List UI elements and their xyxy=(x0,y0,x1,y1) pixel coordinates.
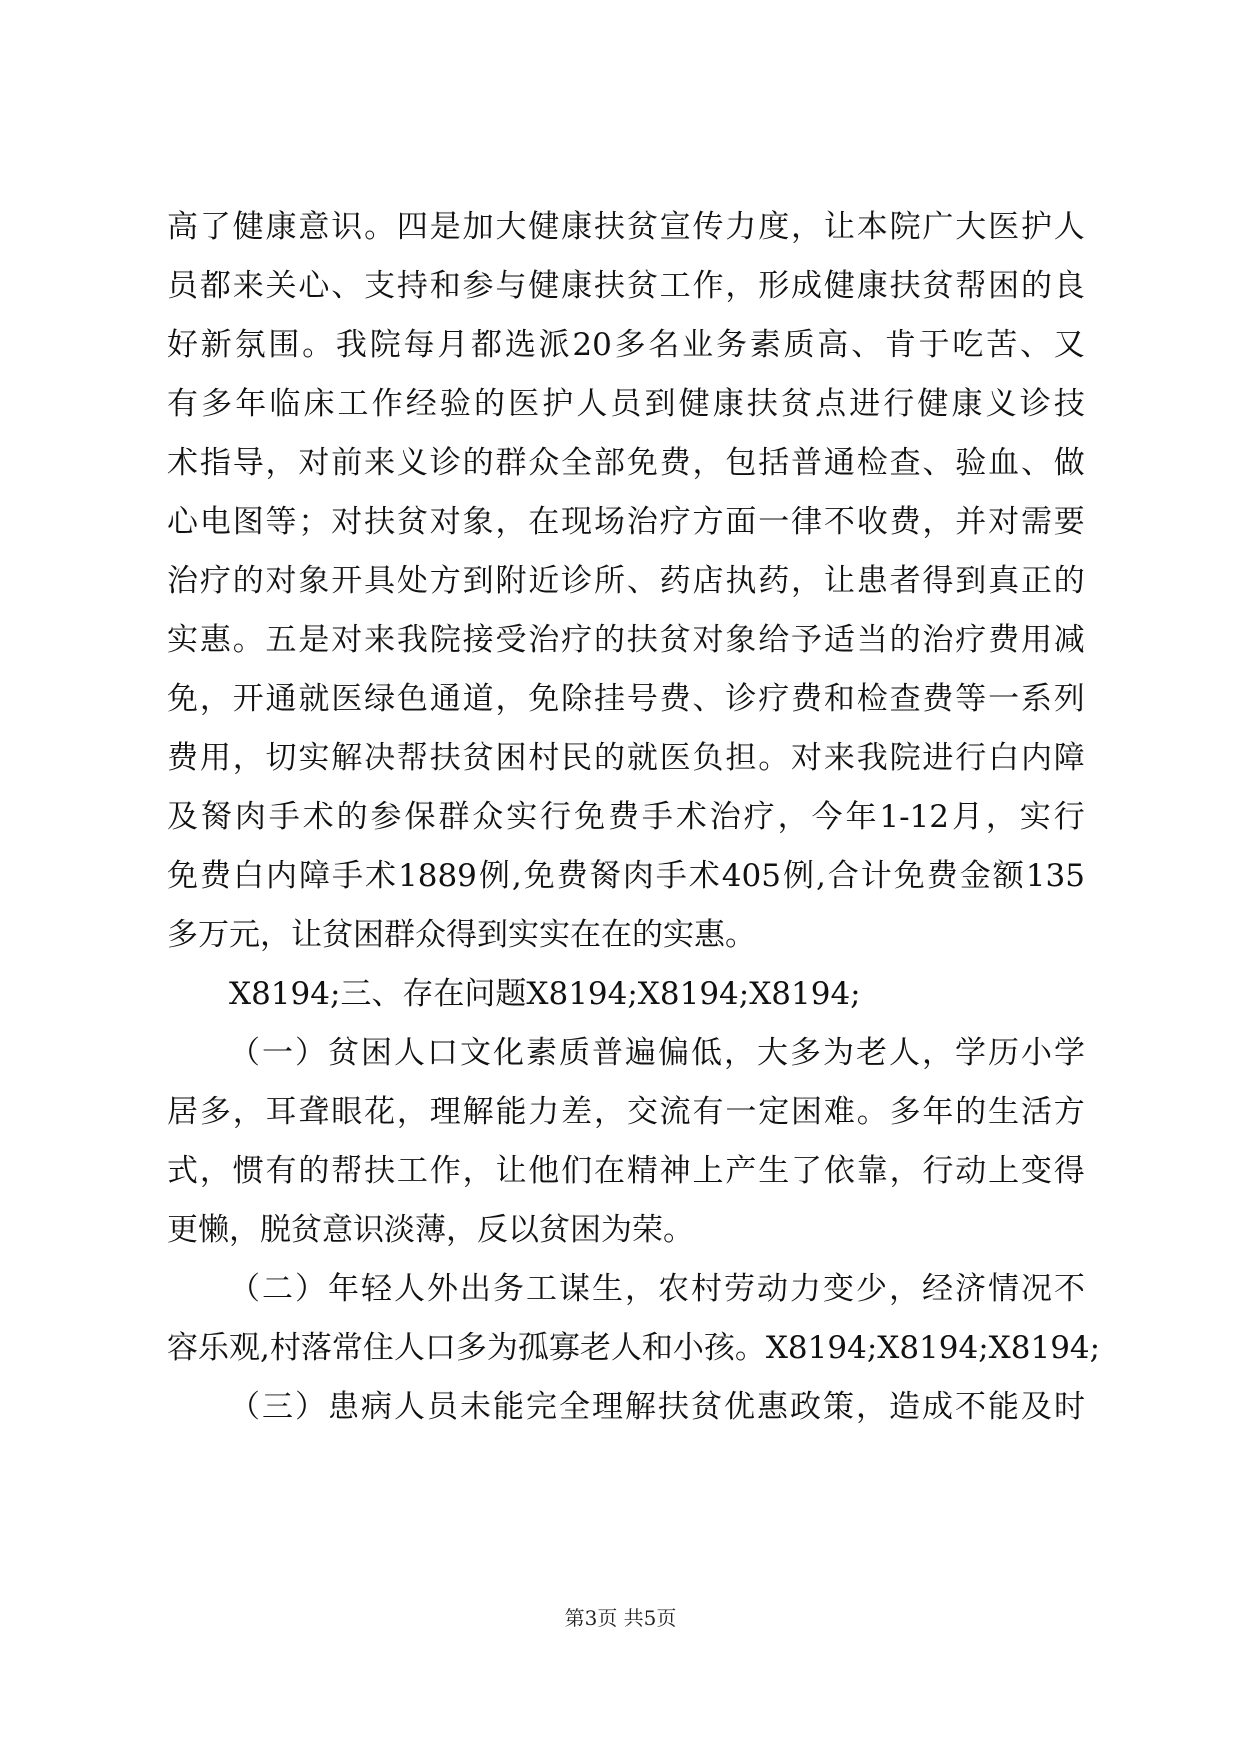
text-line: 治 疗 的 对 象 开 具 处 方 到 附 近 诊 所 、 药 店 执 药 ， 让 患 者 得 到 真 正 的 xyxy=(167,563,1085,599)
page-number-footer: 第3页 共5页 xyxy=(564,1606,677,1630)
text-line: 式 ， 惯 有 的 帮 扶 工 作 ， 让 他 们 在 精 神 上 产 生 了 依 靠 ， 行 动 上 变 得 xyxy=(167,1153,1085,1189)
text-line: 居 多 ， 耳 聋 眼 花 ， 理 解 能 力 差 ， 交 流 有 一 定 困 难 。 多 年 的 生 活 方 xyxy=(167,1094,1085,1130)
text-line: 多万元，让贫困群众得到实实在在的实惠。 xyxy=(167,917,756,953)
text-line: （ 三 ） 患 病 人 员 未 能 完 全 理 解 扶 贫 优 惠 政 策 ， 造 成 不 能 及 时 xyxy=(229,1389,1085,1425)
text-line: 免 ， 开 通 就 医 绿 色 通 道 ， 免 除 挂 号 费 、 诊 疗 费 和 检 查 费 等 一 系 列 xyxy=(167,681,1085,717)
text-line: 好 新 氛 围 。 我 院 每 月 都 选 派 20 多 名 业 务 素 质 高 、 肯 于 吃 苦 、 又 xyxy=(167,327,1085,363)
section-heading: X8194;三、存在问题X8194;X8194;X8194; xyxy=(229,976,861,1012)
text-line: 有 多 年 临 床 工 作 经 验 的 医 护 人 员 到 健 康 扶 贫 点 进 行 健 康 义 诊 技 xyxy=(167,386,1085,422)
text-line: （ 一 ） 贫 困 人 口 文 化 素 质 普 遍 偏 低 ， 大 多 为 老 人 ， 学 历 小 学 xyxy=(229,1035,1085,1071)
text-line: 及 胬 肉 手 术 的 参 保 群 众 实 行 免 费 手 术 治 疗 ， 今 年 1-12 月 ， 实 行 xyxy=(167,799,1085,835)
text-line: 员 都 来 关 心 、 支 持 和 参 与 健 康 扶 贫 工 作 ， 形 成 健 康 扶 贫 帮 困 的 良 xyxy=(167,268,1085,304)
text-line: 费 用 ， 切 实 解 决 帮 扶 贫 困 村 民 的 就 医 负 担 。 对 来 我 院 进 行 白 内 障 xyxy=(167,740,1085,776)
text-line: 心 电 图 等 ； 对 扶 贫 对 象 ， 在 现 场 治 疗 方 面 一 律 不 收 费 ， 并 对 需 要 xyxy=(167,504,1085,540)
text-line: 高 了 健 康 意 识 。 四 是 加 大 健 康 扶 贫 宣 传 力 度 ， 让 本 院 广 大 医 护 人 xyxy=(167,209,1085,245)
text-line: 免 费 白 内 障 手 术 1889 例 , 免 费 胬 肉 手 术 405 例 , 合 计 免 费 金 额 135 xyxy=(167,858,1085,894)
text-line: （ 二 ） 年 轻 人 外 出 务 工 谋 生 ， 农 村 劳 动 力 变 少 ， 经 济 情 况 不 xyxy=(229,1271,1085,1307)
text-line: 容 乐 观 , 村 落 常 住 人 口 多 为 孤 寡 老 人 和 小 孩 。 X8194;X8194;X8194; xyxy=(167,1330,1101,1366)
text-line: 更懒，脱贫意识淡薄，反以贫困为荣。 xyxy=(167,1212,694,1248)
text-line: 实 惠 。 五 是 对 来 我 院 接 受 治 疗 的 扶 贫 对 象 给 予 适 当 的 治 疗 费 用 减 xyxy=(167,622,1085,658)
text-line: 术 指 导 ， 对 前 来 义 诊 的 群 众 全 部 免 费 ， 包 括 普 通 检 查 、 验 血 、 做 xyxy=(167,445,1085,481)
